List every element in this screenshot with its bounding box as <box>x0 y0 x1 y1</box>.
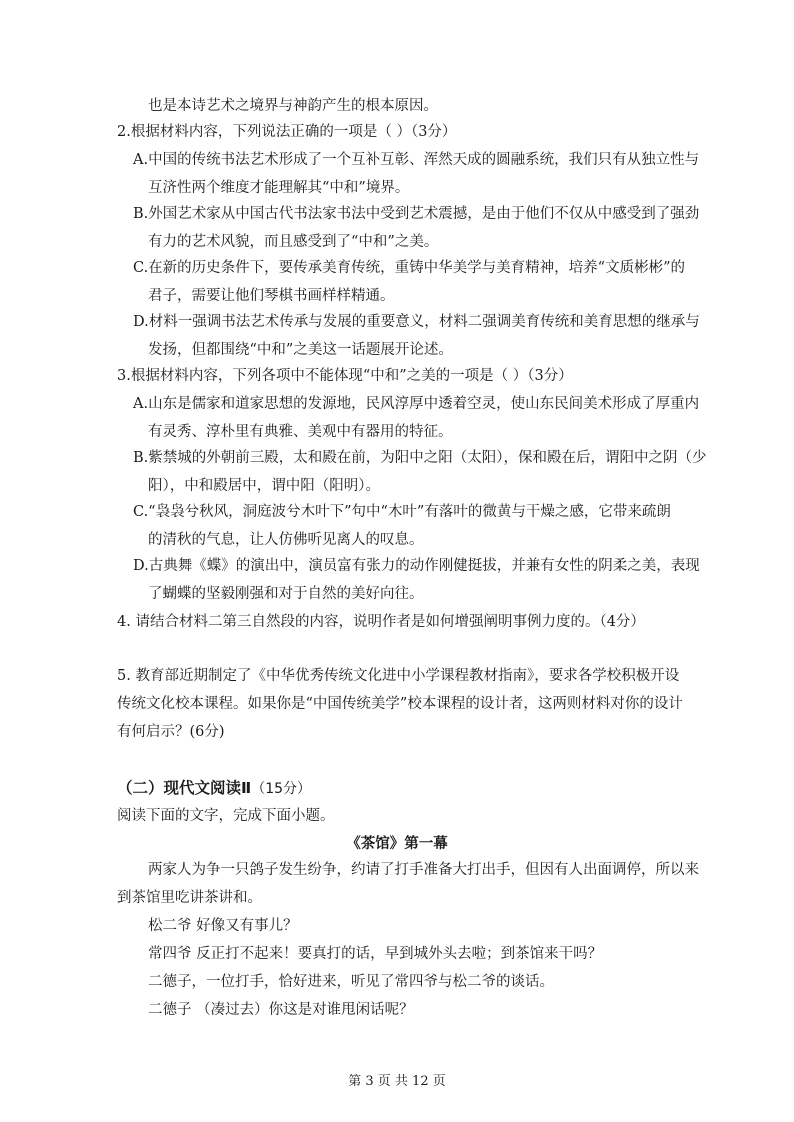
q3-option-d-line2: 了蝴蝶的坚毅刚强和对于自然的美好向往。 <box>148 586 424 602</box>
q3-option-b-line1: B.紫禁城的外朝前三殿，太和殿在前，为阳中之阳（太阳），保和殿在后，谓阳中之阴（少 <box>133 450 707 466</box>
reading-instruction: 阅读下面的文字，完成下面小题。 <box>117 808 335 824</box>
q2-option-b-line2: 有力的艺术风貌，而且感受到了“中和”之美。 <box>148 234 439 250</box>
q3-option-c-line1: C.“袅袅兮秋风，洞庭波兮木叶下”句中“木叶”有落叶的微黄与干燥之感，它带来疏朗 <box>133 504 671 520</box>
section-points: （15分） <box>251 781 312 797</box>
q3-option-a-line1: A.山东是儒家和道家思想的发源地，民风淳厚中透着空灵，使山东民间美术形成了厚重内 <box>133 396 700 412</box>
q2-option-d-line2: 发扬，但都围绕“中和”之美这一话题展开论述。 <box>148 342 453 358</box>
page-footer: 第 3 页 共 12 页 <box>348 1074 446 1089</box>
question-5-line3: 有何启示？(6分) <box>117 724 225 740</box>
question-2-stem: 2.根据材料内容，下列说法正确的一项是（ ）（3分） <box>117 124 457 140</box>
dialogue-line: 常四爷 反正打不起来！要真打的话，早到城外头去啦；到茶馆来干吗？ <box>148 946 603 962</box>
q2-option-a-line1: A.中国的传统书法艺术形成了一个互补互彰、浑然天成的圆融系统，我们只有从独立性与 <box>133 152 700 168</box>
passage-title: 《茶馆》第一幕 <box>346 835 448 852</box>
q2-option-d-line1: D.材料一强调书法艺术传承与发展的重要意义，材料二强调美育传统和美育思想的继承与 <box>133 314 700 330</box>
question-5-line1: 5. 教育部近期制定了《中华优秀传统文化进中小学课程教材指南》，要求各学校积极开设 <box>117 668 680 684</box>
question-4: 4. 请结合材料二第三自然段的内容，说明作者是如何增强阐明事例力度的。（4分） <box>117 614 645 630</box>
q3-option-c-line2: 的清秋的气息，让人仿佛听见离人的叹息。 <box>148 532 424 548</box>
question-5-line2: 传统文化校本课程。如果你是“中国传统美学”校本课程的设计者，这两则材料对你的设计 <box>117 696 683 712</box>
question-3-stem: 3.根据材料内容，下列各项中不能体现“中和”之美的一项是（ ）（3分） <box>117 368 573 384</box>
q3-option-d-line1: D.古典舞《蝶》的演出中，演员富有张力的动作刚健挺拔，并兼有女性的阴柔之美，表现 <box>133 558 700 574</box>
q2-option-c-line2: 君子，需要让他们琴棋书画样样精通。 <box>148 288 395 304</box>
dialogue-line: 二德子 （凑过去）你这是对谁甩闲话呢？ <box>148 1002 414 1018</box>
q2-option-b-line1: B.外国艺术家从中国古代书法家书法中受到艺术震撼，是由于他们不仅从中感受到了强劲 <box>133 206 700 222</box>
q2-option-c-line1: C.在新的历史条件下，要传承美育传统，重铸中华美学与美育精神，培养“文质彬彬”的 <box>133 260 686 276</box>
q3-option-b-line2: 阳），中和殿居中，谓中阳（阳明）。 <box>148 478 380 494</box>
section-title: （二）现代文阅读Ⅱ <box>117 779 252 797</box>
dialogue-line: 松二爷 好像又有事儿？ <box>148 918 298 934</box>
section-heading <box>117 778 311 799</box>
previous-answer-line: 也是本诗艺术之境界与神韵产生的根本原因。 <box>148 98 438 114</box>
q3-option-a-line2: 有灵秀、淳朴里有典雅、美观中有器用的特征。 <box>148 424 453 440</box>
passage-line: 到茶馆里吃讲茶讲和。 <box>117 890 262 906</box>
stage-direction: 二德子，一位打手，恰好进来，听见了常四爷与松二爷的谈话。 <box>148 974 554 990</box>
q2-option-a-line2: 互济性两个维度才能理解其“中和”境界。 <box>148 180 410 196</box>
passage-line: 两家人为争一只鸽子发生纷争，约请了打手准备大打出手，但因有人出面调停，所以来 <box>148 862 699 878</box>
